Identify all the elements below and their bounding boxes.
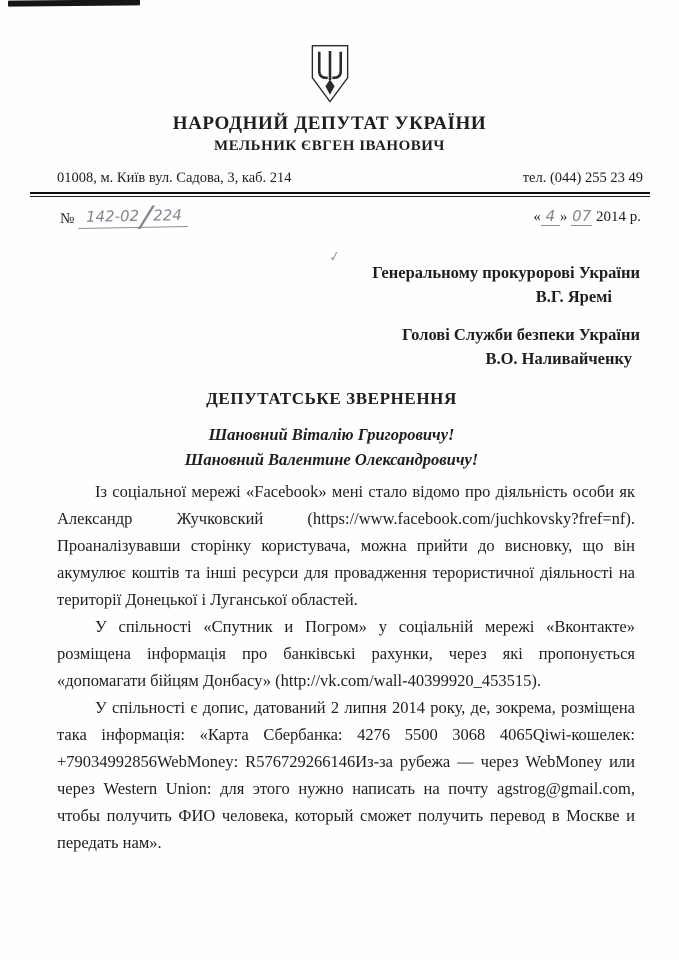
ref-number-part1: 142-02 [86,206,140,226]
ref-number-field [60,199,188,236]
reference-row [60,199,641,237]
double-rule-divider [30,192,650,197]
ref-number-separator: / [139,199,154,236]
recipient-2-title: Голові Служби безпеки України [402,325,640,344]
letterhead [0,0,669,155]
date-month-handwritten: 07 [572,207,592,225]
recipients-block [330,261,640,371]
contact-row [57,170,643,187]
ref-number-value [78,199,188,236]
ref-number-label: № [60,211,75,227]
paragraph-1: Із соціальної мережі «Facebook» мені стало відомо про діяльність особи як Александр Жучковский (https://www.facebook.com/juchkovsky?fref=nf). Проаналізувавши сторінку користувача, можна прийти до висновку, що він акумулює коштів та інші ресурси для провадження терористичної діяльності на території Донецької і Луганської областей. [57,482,635,609]
recipient-1 [330,261,640,309]
recipient-2 [330,323,640,371]
salutation-line-1: Шановний Віталію Григоровичу! [208,425,455,444]
date-close-quote: » [559,209,568,225]
deputy-name: МЕЛЬНИК ЄВГЕН ІВАНОВИЧ [214,138,445,154]
paragraph-3: У спільності є допис, датований 2 липня 2014 року, де, зокрема, розміщена така інформація: «Карта Сбербанка: 4276 5500 3068 4065Qiwi-кошелек: +79034992856WebMoney: R576729266146Из-за рубежа — через WebMoney или через Western Union: для этого нужно написать на почту agstrog@gmail.com, чтобы получить ФИО человека, который сможет получить перевод в Москве и передать нам». [57,698,635,852]
letter-body [57,478,635,856]
salutation-block [0,422,671,472]
ref-number-part2: 224 [153,206,183,225]
date-day-handwritten: 4 [541,207,560,226]
date-open-quote: « [533,209,541,225]
date-field [533,207,641,226]
org-title: НАРОДНИЙ ДЕПУТАТ УКРАЇНИ [172,113,487,134]
document-title: ДЕПУТАТСЬКЕ ЗВЕРНЕННЯ [206,389,457,408]
checkmark-icon: ✓ [327,249,342,266]
date-year: 2014 р. [596,209,641,225]
recipient-1-title: Генеральному прокуророві України [372,263,640,282]
recipient-2-name: В.О. Наливайченку [485,349,632,368]
phone-text: тел. (044) 255 23 49 [522,170,643,186]
salutation-line-2: Шановний Валентине Олександровичу! [184,450,479,469]
address-text: 01008, м. Київ вул. Садова, 3, каб. 214 [57,170,292,186]
paragraph-2: У спільності «Спутник и Погром» у соціальній мережі «Вконтакте» розміщена інформація про банківські рахунки, через які пропонується «допомагати бійцям Донбасу» (http://vk.com/wall-40399920_453515). [57,617,635,690]
tryzub-emblem-icon [0,42,669,106]
recipient-1-name: В.Г. Яремі [535,287,612,306]
